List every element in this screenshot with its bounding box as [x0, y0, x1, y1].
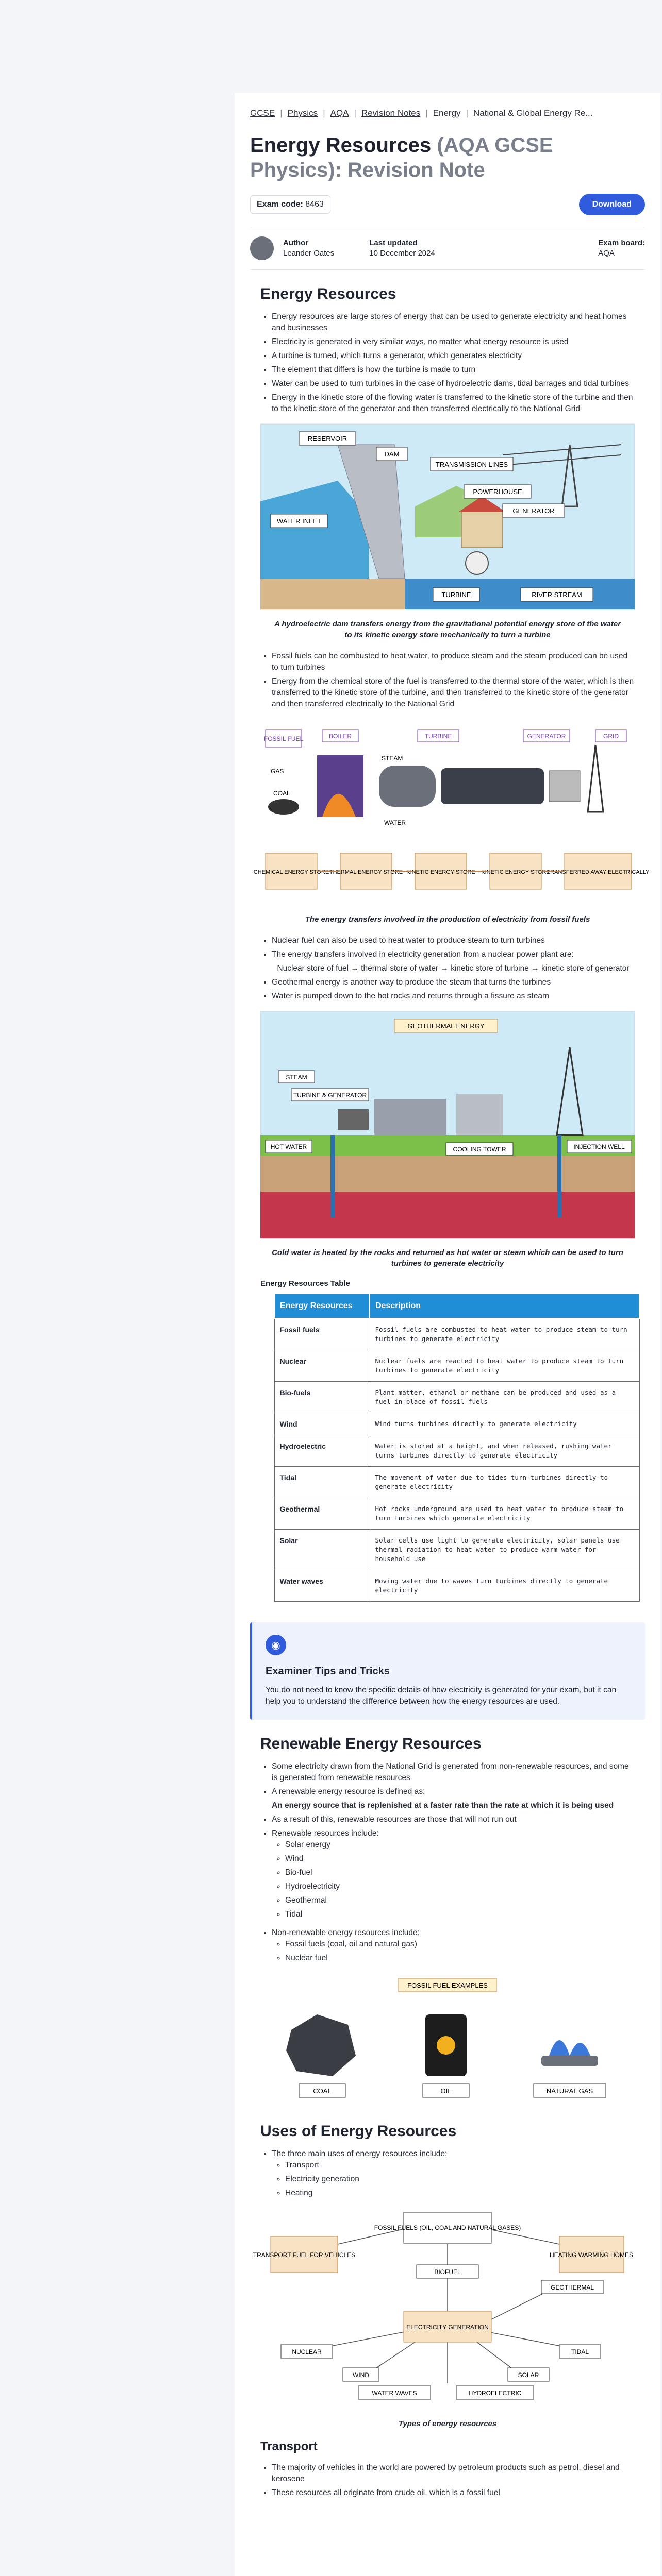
label-coal: COAL — [273, 790, 290, 797]
label-water-waves: WATER WAVES — [372, 2389, 417, 2397]
label-generator: GENERATOR — [527, 733, 566, 740]
bullet-list — [272, 2462, 635, 2499]
list-item — [272, 2148, 635, 2199]
exam-code — [250, 195, 330, 214]
list-item: • A renewable energy resource is defined as: — [272, 1786, 635, 1798]
bullet-list — [272, 935, 635, 1002]
tip-text: You do not need to know the specific details of how electricity is generated for your exam, but it can help you to understand the difference between how the energy resources are used. — [266, 1686, 617, 1706]
breadcrumb-sep: | — [323, 108, 325, 118]
label-dam: DAM — [384, 450, 400, 458]
table-cell: Nuclear — [274, 1350, 370, 1382]
table-row — [274, 1530, 639, 1570]
table-row — [274, 1435, 639, 1467]
store-chemical: CHEMICAL ENERGY STORE — [253, 869, 329, 875]
table-header: Description — [370, 1294, 639, 1318]
energy-uses-diagram — [253, 2208, 635, 2409]
label-steam: STEAM — [286, 1074, 307, 1081]
label-generator: GENERATOR — [512, 507, 555, 515]
figure-caption: The energy transfers involved in the production of electricity from fossil fuels — [305, 915, 590, 924]
list-item: Nuclear store of fuel → thermal store of water → kinetic store of turbine → kinetic store of generator — [277, 964, 630, 973]
board-value: AQA — [598, 249, 615, 258]
table-cell: Moving water due to waves turn turbines directly to generate electricity — [370, 1570, 639, 1602]
list-item: • Geothermal energy is another way to produce the steam that turns the turbines — [272, 977, 635, 988]
label-heating: HEATING WARMING HOMES — [550, 2251, 633, 2259]
examiner-tip — [250, 1622, 645, 1720]
table-cell: Hydroelectric — [274, 1435, 370, 1467]
bullet-list — [272, 1761, 635, 1964]
table-cell: Wind turns turbines directly to generate electricity — [370, 1413, 639, 1435]
label-transport: TRANSPORT FUEL FOR VEHICLES — [253, 2251, 356, 2259]
list-item — [272, 1927, 635, 1964]
table-title: Energy Resources Table — [260, 1279, 350, 1288]
breadcrumb-current[interactable]: National & Global Energy Re... — [473, 108, 593, 118]
renewable-list — [285, 1839, 635, 1920]
list-item: • The majority of vehicles in the world are powered by petroleum products such as petrol, diesel and kerosene — [272, 2462, 635, 2485]
list-item: ◦ Geothermal — [285, 1895, 635, 1906]
list-item: • The energy transfers involved in electricity generation from a nuclear power plant are: — [272, 949, 635, 960]
label-gas: GAS — [271, 768, 284, 775]
fig-title: FOSSIL FUEL EXAMPLES — [407, 1981, 488, 1989]
table-cell: Hot rocks underground are used to heat water to produce steam to turn turbines which generate electricity — [370, 1498, 639, 1530]
exam-row — [250, 194, 645, 215]
section-heading: Renewable Energy Resources — [260, 1735, 482, 1752]
author-name[interactable]: Leander Oates — [283, 249, 335, 258]
author-row — [250, 227, 645, 270]
label-hot-water: HOT WATER — [270, 1143, 307, 1150]
label-wind: WIND — [353, 2371, 369, 2379]
list-item: • Water is pumped down to the hot rocks and returns through a fissure as steam — [272, 991, 635, 1002]
label-turbine-generator: TURBINE & GENERATOR — [293, 1092, 367, 1099]
list-item: • Some electricity drawn from the National Grid is generated from non-renewable resources, and some is generated from renewable resources — [272, 1761, 635, 1784]
list-item: ◦ Fossil fuels (coal, oil and natural gas) — [285, 1939, 635, 1950]
list-item: ◦ Electricity generation — [285, 2174, 635, 2185]
store-thermal: THERMAL ENERGY STORE — [329, 869, 403, 875]
label-grid: GRID — [603, 733, 619, 740]
table-cell: Solar cells use light to generate electricity, solar panels use thermal radiation to heat water to produce warm water for household use — [370, 1530, 639, 1570]
title-sub: (AQA GCSE Physics): Revision Note — [250, 134, 553, 181]
figure-caption: Types of energy resources — [398, 2419, 497, 2428]
list-item: • Fossil fuels can be combusted to heat water, to produce steam and the steam produced can be used to turn turbines — [272, 651, 635, 673]
table-cell: Plant matter, ethanol or methane can be produced and used as a fuel in place of fossil fuels — [370, 1382, 639, 1413]
author-meta — [283, 238, 334, 259]
section-energy-resources — [250, 285, 650, 1602]
table-cell: Water is stored at a height, and when released, rushing water turns turbines directly to generate electricity — [370, 1435, 639, 1467]
label-geothermal: GEOTHERMAL — [550, 2284, 594, 2291]
section-renewable — [250, 1735, 645, 2107]
table-row — [274, 1413, 639, 1435]
geothermal-diagram — [260, 1011, 635, 1238]
table-cell: Nuclear fuels are reacted to heat water to produce steam to turn turbines to generate electricity — [370, 1350, 639, 1382]
label-powerhouse: POWERHOUSE — [473, 488, 522, 496]
label-oil: OIL — [440, 2087, 452, 2095]
list-item: • Nuclear fuel can also be used to heat water to produce steam to turn turbines — [272, 935, 635, 946]
label-fossil-fuel: FOSSIL FUEL — [263, 735, 304, 742]
section-heading: Uses of Energy Resources — [260, 2123, 457, 2140]
download-button[interactable]: Download — [579, 194, 645, 215]
table-cell: Fossil fuels are combusted to heat water to produce steam to turn turbines to generate electricity — [370, 1318, 639, 1350]
bullet-list — [272, 2148, 635, 2199]
list-item — [272, 1828, 635, 1920]
figure-caption: A hydroelectric dam transfers energy from the gravitational potential energy store of the water to its kinetic energy store mechanically to turn a turbine — [274, 620, 621, 639]
exam-code-value: 8463 — [305, 200, 324, 209]
label-boiler: BOILER — [328, 733, 352, 740]
title-main: Energy Resources — [250, 134, 432, 157]
label-river-stream: RIVER STREAM — [532, 591, 582, 599]
label-steam: STEAM — [382, 755, 403, 762]
energy-resources-table — [274, 1293, 640, 1602]
article — [235, 93, 660, 2576]
table-cell: Water waves — [274, 1570, 370, 1602]
hydroelectric-dam-diagram — [260, 424, 635, 609]
section-uses — [250, 2123, 645, 2499]
table-row — [274, 1318, 639, 1350]
author-label: Author — [283, 239, 309, 247]
list-item: • Water can be used to turn turbines in the case of hydroelectric dams, tidal barrages and tidal turbines — [272, 378, 635, 389]
breadcrumb-aqa[interactable]: AQA — [330, 108, 349, 118]
transport-heading: Transport — [260, 2439, 318, 2453]
figure-caption: Cold water is heated by the rocks and returned as hot water or steam which can be used to turn turbines to generate electricity — [272, 1248, 623, 1268]
updated-meta — [369, 238, 435, 259]
fossil-fuel-examples-diagram — [260, 1973, 635, 2107]
table-row — [274, 1467, 639, 1498]
label-coal: COAL — [313, 2087, 332, 2095]
table-header-row — [274, 1294, 639, 1318]
list-item: • These resources all originate from crude oil, which is a fossil fuel — [272, 2487, 635, 2499]
breadcrumb — [250, 108, 645, 118]
updated-label: Last updated — [369, 239, 418, 247]
label-tidal: TIDAL — [571, 2348, 589, 2355]
table-row — [274, 1570, 639, 1602]
breadcrumb-sep: | — [354, 108, 356, 118]
label-hydroelectric: HYDROELECTRIC — [468, 2389, 522, 2397]
list-item: • Energy from the chemical store of the fuel is transferred to the thermal store of the water, which is then transferred to the kinetic store of the turbine, and then transferred to the kinetic store of the generator and then transferred electrically to the National Grid — [272, 676, 635, 710]
section-heading: Energy Resources — [260, 285, 396, 302]
list-item: ◦ Tidal — [285, 1909, 635, 1920]
label-turbine: TURBINE — [441, 591, 471, 599]
breadcrumb-energy[interactable]: Energy — [433, 108, 461, 118]
label-cooling-tower: COOLING TOWER — [453, 1146, 506, 1153]
board-meta — [598, 238, 645, 259]
avatar — [250, 236, 274, 260]
board-label: Exam board: — [598, 239, 645, 247]
table-cell: Bio-fuels — [274, 1382, 370, 1413]
list-item: • As a result of this, renewable resources are those that will not run out — [272, 1814, 635, 1825]
label-biofuel: BIOFUEL — [434, 2268, 461, 2276]
list-item: • The element that differs is how the turbine is made to turn — [272, 364, 635, 376]
store-kinetic-turbine: KINETIC ENERGY STORE — [406, 869, 475, 875]
uses-list — [285, 2160, 635, 2199]
list-item-text: Renewable resources include: — [272, 1829, 379, 1838]
list-item: An energy source that is replenished at a faster rate than the rate at which it is being used — [272, 1801, 614, 1810]
label-transmission-lines: TRANSMISSION LINES — [435, 461, 508, 468]
page-title — [250, 133, 645, 182]
nonrenewable-list — [285, 1939, 635, 1964]
tip-heading: Examiner Tips and Tricks — [266, 1666, 390, 1677]
table-header: Energy Resources — [274, 1294, 370, 1318]
label-fossil-fuels: FOSSIL FUELS (OIL, COAL AND NATURAL GASES) — [374, 2224, 521, 2231]
table-cell: Wind — [274, 1413, 370, 1435]
label-electricity-generation: ELECTRICITY GENERATION — [406, 2324, 489, 2331]
breadcrumb-physics[interactable]: Physics — [287, 108, 318, 118]
list-item-text: Non-renewable energy resources include: — [272, 1928, 420, 1937]
list-item: ◦ Hydroelectricity — [285, 1881, 635, 1892]
left-margin — [0, 0, 235, 2576]
lightbulb-icon: ◉ — [266, 1635, 286, 1655]
bullet-list — [272, 651, 635, 710]
table-row — [274, 1498, 639, 1530]
table-cell: The movement of water due to tides turn turbines directly to generate electricity — [370, 1467, 639, 1498]
label-natural-gas: NATURAL GAS — [546, 2087, 593, 2095]
breadcrumb-gcse[interactable]: GCSE — [250, 108, 275, 118]
breadcrumb-sep: | — [425, 108, 428, 118]
breadcrumb-sep: | — [280, 108, 283, 118]
label-geothermal: GEOTHERMAL ENERGY — [407, 1022, 485, 1030]
list-item: • Electricity is generated in very similar ways, no matter what energy resource is used — [272, 336, 635, 348]
list-item: ◦ Heating — [285, 2188, 635, 2199]
list-item: ◦ Nuclear fuel — [285, 1953, 635, 1964]
table-cell: Geothermal — [274, 1498, 370, 1530]
label-water-inlet: WATER INLET — [277, 517, 321, 525]
table-cell: Tidal — [274, 1467, 370, 1498]
breadcrumb-revision-notes[interactable]: Revision Notes — [361, 108, 421, 118]
list-item: • Energy in the kinetic store of the flowing water is transferred to the kinetic store of the turbine and then to the kinetic store of the generator and then transferred electrically to the National Grid — [272, 392, 635, 415]
list-item: • Energy resources are large stores of energy that can be used to generate electricity and heat homes and businesses — [272, 311, 635, 334]
breadcrumb-sep: | — [466, 108, 468, 118]
table-row — [274, 1382, 639, 1413]
table-row — [274, 1350, 639, 1382]
exam-code-label: Exam code: — [257, 200, 303, 209]
list-item: ◦ Bio-fuel — [285, 1867, 635, 1878]
list-item: ◦ Transport — [285, 2160, 635, 2171]
bullet-list — [272, 311, 635, 415]
list-item: • A turbine is turned, which turns a generator, which generates electricity — [272, 350, 635, 362]
label-reservoir: RESERVOIR — [307, 435, 347, 443]
label-turbine: TURBINE — [424, 733, 452, 740]
updated-date: 10 December 2024 — [369, 249, 435, 258]
list-item-text: The three main uses of energy resources include: — [272, 2149, 448, 2158]
label-solar: SOLAR — [518, 2371, 539, 2379]
store-kinetic-generator: KINETIC ENERGY STORE — [481, 869, 550, 875]
fossil-fuel-power-diagram — [253, 719, 650, 905]
label-nuclear: NUCLEAR — [292, 2348, 322, 2355]
list-item: ◦ Wind — [285, 1853, 635, 1865]
store-electrical: TRANSFERRED AWAY ELECTRICALLY — [547, 869, 650, 875]
table-cell: Solar — [274, 1530, 370, 1570]
label-water: WATER — [384, 819, 406, 826]
label-injection-well: INJECTION WELL — [573, 1143, 625, 1150]
table-cell: Fossil fuels — [274, 1318, 370, 1350]
list-item: ◦ Solar energy — [285, 1839, 635, 1851]
